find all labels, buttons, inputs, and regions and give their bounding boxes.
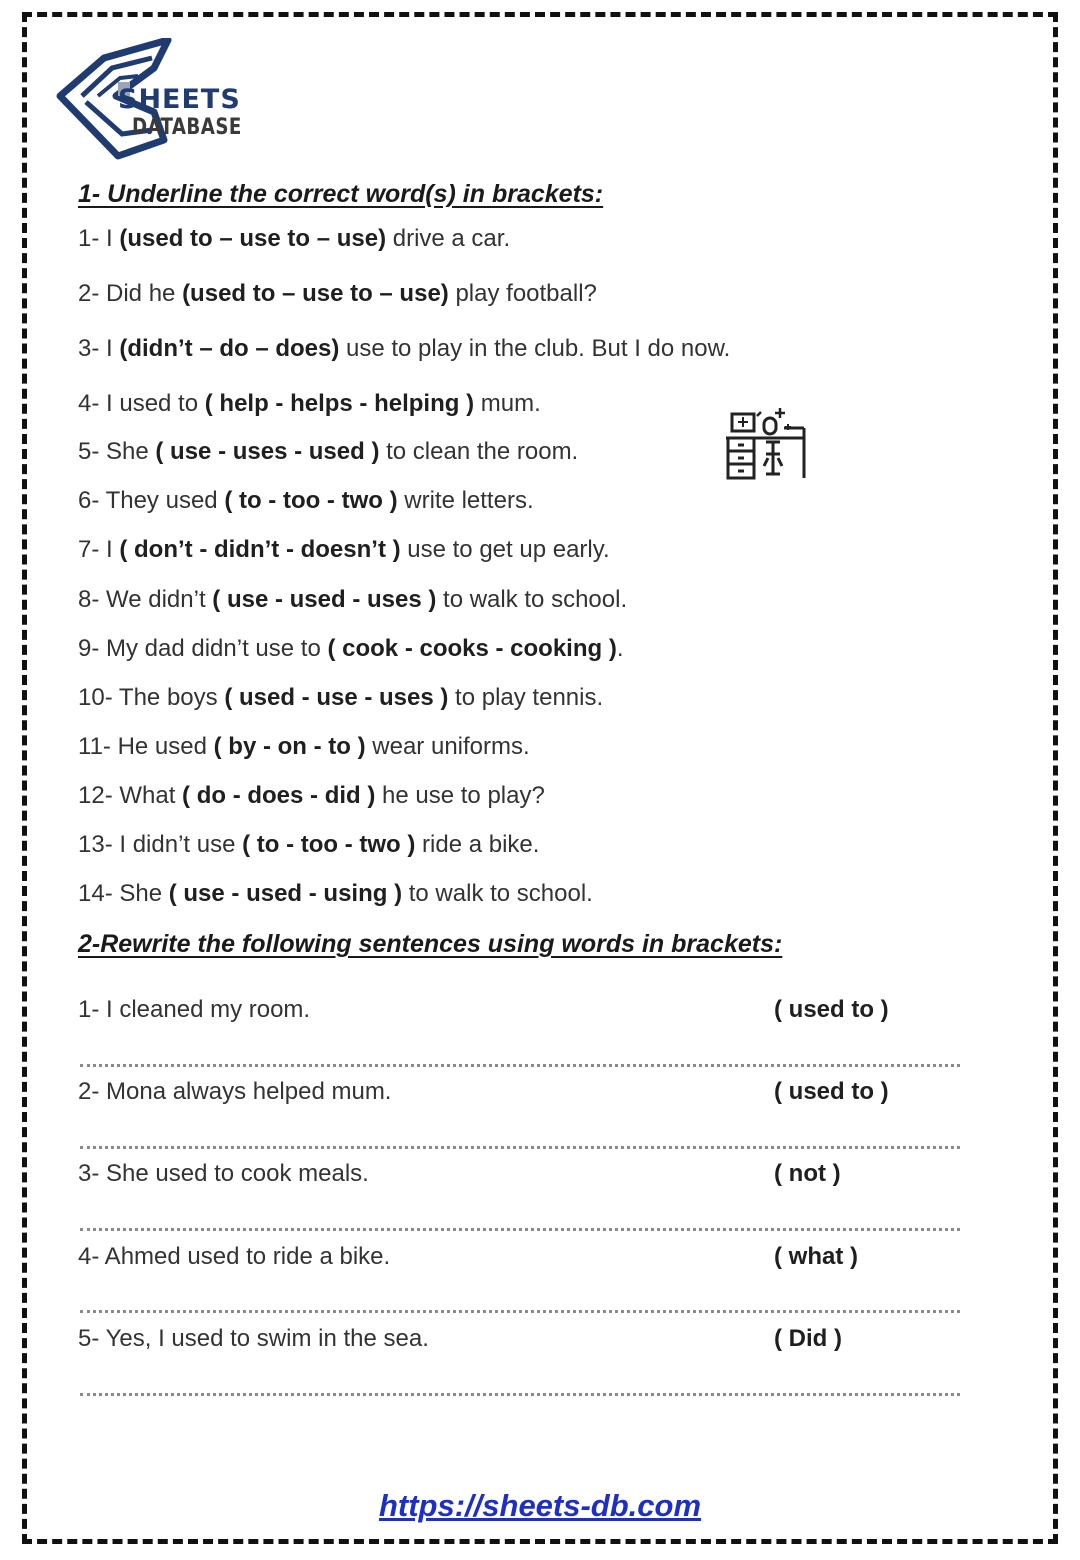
exercise-item: 13- I didn’t use ( to - too - two ) ride a bike.	[78, 831, 540, 858]
footer-url-link[interactable]: https://sheets-db.com	[378, 1488, 702, 1523]
choice-options[interactable]: ( do - does - did )	[182, 782, 376, 809]
choice-options[interactable]: ( use - uses - used )	[155, 438, 380, 465]
exercise-item: 12- What ( do - does - did ) he use to play?	[78, 782, 545, 809]
choice-options[interactable]: ( to - too - two )	[224, 487, 398, 514]
exercise-item: 5- She ( use - uses - used ) to clean the room.	[78, 438, 579, 465]
rewrite-sentence: 5- Yes, I used to swim in the sea.	[78, 1325, 429, 1352]
exercise-item: 1- I (used to – use to – use) drive a car.	[78, 225, 511, 252]
exercise-item: 9- My dad didn’t use to ( cook - cooks - cooking ).	[78, 635, 624, 662]
rewrite-sentence: 1- I cleaned my room.	[78, 996, 311, 1023]
choice-options[interactable]: (used to – use to – use)	[182, 280, 449, 307]
section2-heading: 2-Rewrite the following sentences using words in brackets:	[78, 930, 783, 958]
rewrite-hint: ( not )	[774, 1160, 841, 1187]
choice-options[interactable]: ( use - used - using )	[168, 880, 403, 907]
choice-options[interactable]: (used to – use to – use)	[119, 225, 387, 252]
answer-line[interactable]	[80, 1146, 960, 1149]
desk-workspace-icon	[722, 404, 812, 484]
rewrite-sentence: 3- She used to cook meals.	[78, 1160, 369, 1187]
exercise-item: 7- I ( don’t - didn’t - doesn’t ) use to get up early.	[78, 536, 610, 563]
choice-options[interactable]: (didn’t – do – does)	[119, 335, 340, 362]
rewrite-sentence: 2- Mona always helped mum.	[78, 1078, 392, 1105]
rewrite-hint: ( Did )	[774, 1325, 842, 1352]
rewrite-sentence: 4- Ahmed used to ride a bike.	[78, 1243, 391, 1270]
logo-line2: DATABASE	[132, 115, 242, 140]
choice-options[interactable]: ( used - use - uses )	[224, 684, 449, 711]
answer-line[interactable]	[80, 1064, 960, 1067]
choice-options[interactable]: ( cook - cooks - cooking )	[327, 635, 617, 662]
choice-options[interactable]: ( help - helps - helping )	[204, 390, 475, 417]
section1-heading: 1- Underline the correct word(s) in brackets:	[78, 180, 604, 208]
rewrite-hint: ( what )	[774, 1243, 858, 1270]
exercise-item: 4- I used to ( help - helps - helping ) mum.	[78, 390, 541, 417]
exercise-item: 3- I (didn’t – do – does) use to play in the club. But I do now.	[78, 335, 731, 362]
answer-line[interactable]	[80, 1310, 960, 1313]
logo-line1: SHEETS	[118, 84, 241, 115]
choice-options[interactable]: ( don’t - didn’t - doesn’t )	[119, 536, 401, 563]
answer-line[interactable]	[80, 1393, 960, 1396]
exercise-item: 6- They used ( to - too - two ) write letters.	[78, 487, 534, 514]
rewrite-hint: ( used to )	[774, 1078, 889, 1105]
exercise-item: 8- We didn’t ( use - used - uses ) to walk to school.	[78, 586, 628, 613]
rewrite-hint: ( used to )	[774, 996, 889, 1023]
exercise-item: 11- He used ( by - on - to ) wear uniforms.	[78, 733, 530, 760]
exercise-item: 2- Did he (used to – use to – use) play football?	[78, 280, 597, 307]
exercise-item: 14- She ( use - used - using ) to walk to school.	[78, 880, 593, 907]
choice-options[interactable]: ( by - on - to )	[213, 733, 366, 760]
answer-line[interactable]	[80, 1228, 960, 1231]
choice-options[interactable]: ( use - used - uses )	[212, 586, 437, 613]
exercise-item: 10- The boys ( used - use - uses ) to play tennis.	[78, 684, 604, 711]
choice-options[interactable]: ( to - too - two )	[242, 831, 416, 858]
